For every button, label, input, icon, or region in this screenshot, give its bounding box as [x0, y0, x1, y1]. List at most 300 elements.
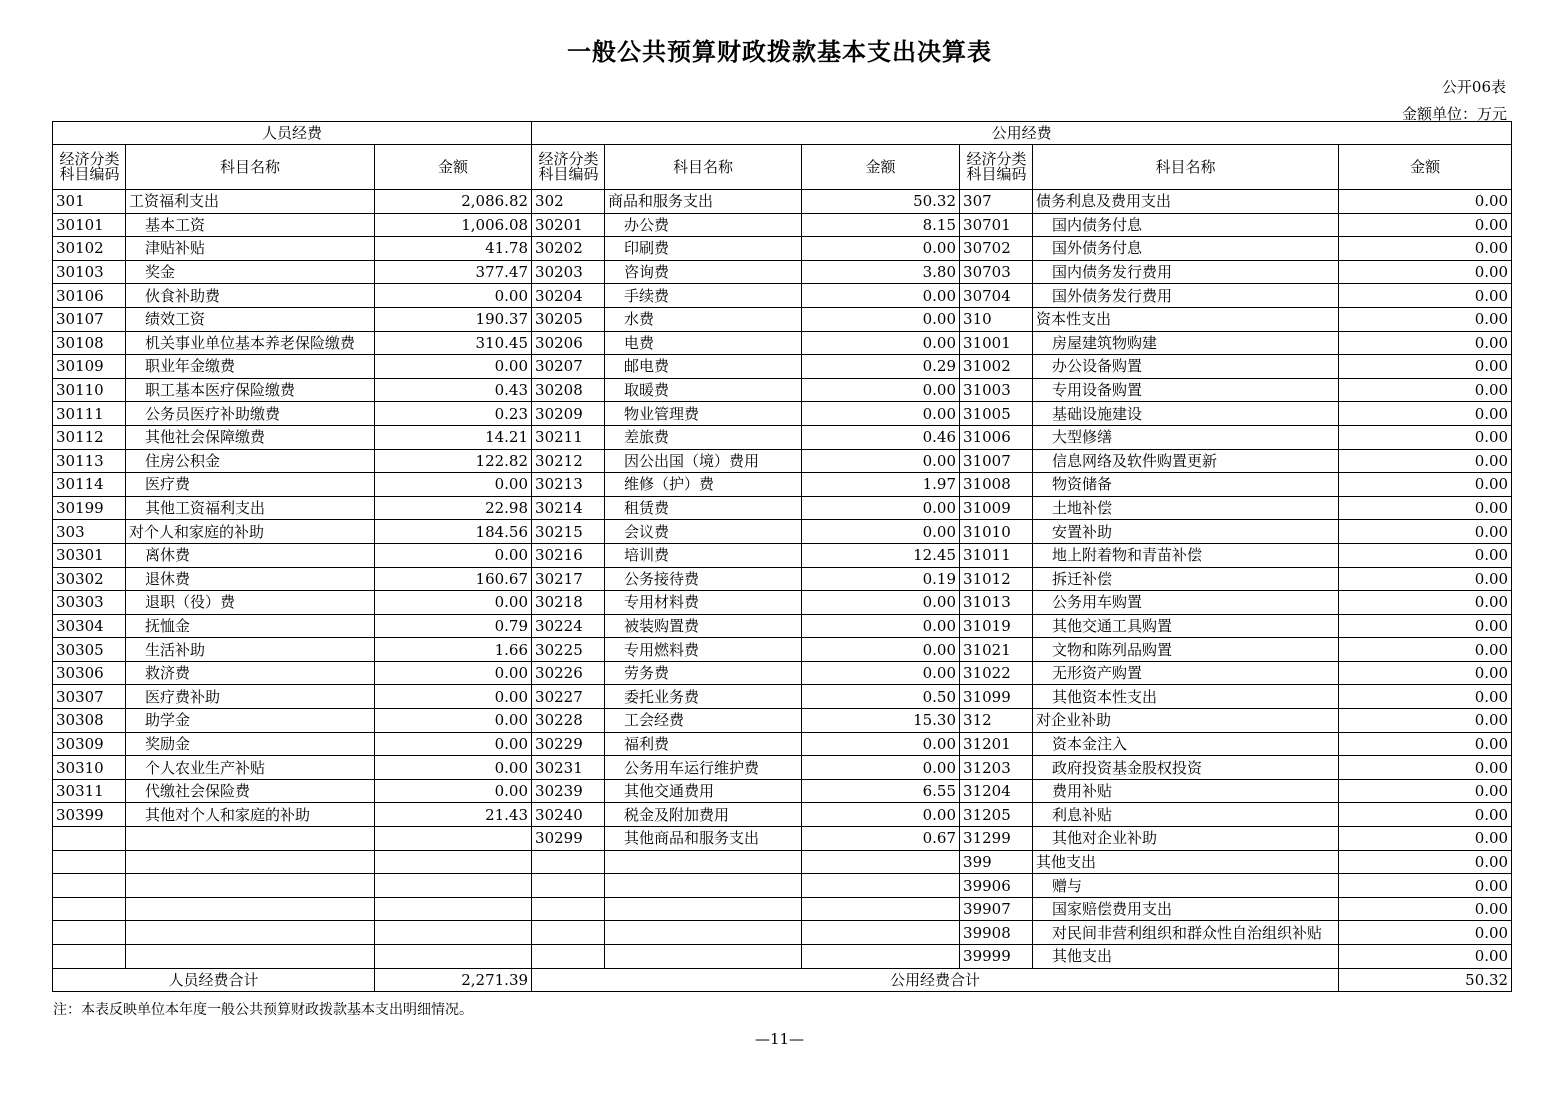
code-cell: 30114 [53, 473, 126, 497]
name-cell: 职业年金缴费 [126, 355, 375, 379]
code-cell: 31002 [960, 355, 1033, 379]
name-cell: 机关事业单位基本养老保险缴费 [126, 331, 375, 355]
table-row [53, 945, 1512, 969]
amount-cell: 1,006.08 [375, 213, 532, 237]
code-cell: 30308 [53, 709, 126, 733]
totals-row [53, 968, 1512, 992]
group-header-row [53, 122, 1512, 145]
code-cell: 30109 [53, 355, 126, 379]
code-cell: 30305 [53, 638, 126, 662]
code-cell: 30215 [532, 520, 605, 544]
code-cell: 30306 [53, 661, 126, 685]
code-header: 经济分类 科目编码 [53, 145, 126, 190]
code-cell: 30113 [53, 449, 126, 473]
name-cell: 其他工资福利支出 [126, 496, 375, 520]
amount-cell [375, 874, 532, 898]
name-cell: 助学金 [126, 709, 375, 733]
name-cell: 其他支出 [1033, 945, 1339, 969]
name-cell: 其他对企业补助 [1033, 827, 1339, 851]
amount-cell: 0.00 [1339, 638, 1512, 662]
amount-cell: 0.00 [802, 496, 960, 520]
amount-unit: 金额单位：万元 [1401, 105, 1507, 123]
code-cell: 30704 [960, 284, 1033, 308]
name-cell: 地上附着物和青苗补偿 [1033, 543, 1339, 567]
public-total-label: 公用经费合计 [532, 968, 1339, 992]
code-cell: 31204 [960, 779, 1033, 803]
name-cell [126, 874, 375, 898]
amount-cell: 0.00 [802, 307, 960, 331]
name-cell: 退职（役）费 [126, 591, 375, 615]
code-cell: 30309 [53, 732, 126, 756]
amount-cell: 0.00 [375, 355, 532, 379]
code-cell [532, 945, 605, 969]
name-cell: 对个人和家庭的补助 [126, 520, 375, 544]
table-row [53, 897, 1512, 921]
code-cell: 30227 [532, 685, 605, 709]
name-header: 科目名称 [1033, 145, 1339, 190]
name-cell: 物业管理费 [605, 402, 802, 426]
name-cell: 专用材料费 [605, 591, 802, 615]
name-cell: 工会经费 [605, 709, 802, 733]
amount-cell [802, 921, 960, 945]
name-cell: 维修（护）费 [605, 473, 802, 497]
code-cell: 31201 [960, 732, 1033, 756]
code-cell: 399 [960, 850, 1033, 874]
amount-cell: 0.00 [1339, 425, 1512, 449]
table-row [53, 260, 1512, 284]
name-cell: 基本工资 [126, 213, 375, 237]
amount-cell: 0.00 [375, 709, 532, 733]
amount-cell: 0.00 [802, 638, 960, 662]
personnel-header: 人员经费 [53, 122, 532, 145]
amount-cell: 0.00 [1339, 402, 1512, 426]
name-cell: 赠与 [1033, 874, 1339, 898]
amount-cell: 0.00 [1339, 543, 1512, 567]
name-cell: 伙食补助费 [126, 284, 375, 308]
code-cell: 31022 [960, 661, 1033, 685]
amount-cell: 0.19 [802, 567, 960, 591]
code-cell: 30204 [532, 284, 605, 308]
code-cell [532, 874, 605, 898]
amount-cell: 15.30 [802, 709, 960, 733]
amount-cell: 0.00 [1339, 520, 1512, 544]
table-row [53, 520, 1512, 544]
amount-cell [375, 921, 532, 945]
name-cell: 文物和陈列品购置 [1033, 638, 1339, 662]
amount-cell: 0.00 [1339, 567, 1512, 591]
name-cell: 国家赔偿费用支出 [1033, 897, 1339, 921]
code-cell: 39999 [960, 945, 1033, 969]
amount-cell [375, 897, 532, 921]
table-row [53, 591, 1512, 615]
code-cell: 30228 [532, 709, 605, 733]
code-cell: 30302 [53, 567, 126, 591]
name-cell: 离休费 [126, 543, 375, 567]
amount-cell [802, 850, 960, 874]
amount-cell [375, 827, 532, 851]
code-cell: 30214 [532, 496, 605, 520]
name-cell: 水费 [605, 307, 802, 331]
table-row [53, 284, 1512, 308]
amount-cell: 8.15 [802, 213, 960, 237]
code-cell [532, 897, 605, 921]
code-cell: 30226 [532, 661, 605, 685]
name-cell [605, 945, 802, 969]
name-cell [126, 897, 375, 921]
name-cell: 资本性支出 [1033, 307, 1339, 331]
name-cell: 物资储备 [1033, 473, 1339, 497]
amount-header: 金额 [375, 145, 532, 190]
table-row [53, 685, 1512, 709]
amount-cell: 0.00 [802, 520, 960, 544]
name-cell: 代缴社会保险费 [126, 779, 375, 803]
amount-cell: 0.00 [1339, 945, 1512, 969]
name-cell: 利息补贴 [1033, 803, 1339, 827]
name-cell [605, 897, 802, 921]
name-cell: 土地补偿 [1033, 496, 1339, 520]
code-cell: 30303 [53, 591, 126, 615]
code-cell: 30231 [532, 756, 605, 780]
name-cell: 会议费 [605, 520, 802, 544]
name-cell: 公务接待费 [605, 567, 802, 591]
table-row [53, 355, 1512, 379]
code-cell: 39908 [960, 921, 1033, 945]
code-cell: 30101 [53, 213, 126, 237]
table-row [53, 496, 1512, 520]
code-cell: 31011 [960, 543, 1033, 567]
personnel-total-amount: 2,271.39 [375, 968, 532, 992]
amount-cell: 0.00 [802, 661, 960, 685]
code-cell [53, 945, 126, 969]
name-cell: 公务用车运行维护费 [605, 756, 802, 780]
amount-cell: 0.00 [1339, 921, 1512, 945]
table-row [53, 567, 1512, 591]
code-cell: 30110 [53, 378, 126, 402]
name-header: 科目名称 [126, 145, 375, 190]
amount-cell: 0.00 [1339, 260, 1512, 284]
amount-cell: 0.00 [802, 378, 960, 402]
amount-cell: 0.00 [375, 473, 532, 497]
amount-cell: 160.67 [375, 567, 532, 591]
table-row [53, 331, 1512, 355]
table-row [53, 237, 1512, 261]
amount-cell: 0.00 [375, 661, 532, 685]
code-cell: 30239 [532, 779, 605, 803]
code-cell: 30225 [532, 638, 605, 662]
amount-cell: 0.00 [802, 756, 960, 780]
name-cell: 差旅费 [605, 425, 802, 449]
name-cell: 信息网络及软件购置更新 [1033, 449, 1339, 473]
amount-cell: 0.00 [1339, 237, 1512, 261]
amount-cell: 21.43 [375, 803, 532, 827]
amount-cell: 0.29 [802, 355, 960, 379]
code-cell: 30211 [532, 425, 605, 449]
table-row [53, 756, 1512, 780]
name-cell: 福利费 [605, 732, 802, 756]
amount-cell: 0.00 [802, 614, 960, 638]
amount-cell: 0.00 [1339, 614, 1512, 638]
code-cell [53, 921, 126, 945]
code-cell: 30209 [532, 402, 605, 426]
code-cell: 310 [960, 307, 1033, 331]
code-cell [532, 921, 605, 945]
name-cell: 国内债务付息 [1033, 213, 1339, 237]
name-cell: 大型修缮 [1033, 425, 1339, 449]
name-cell: 职工基本医疗保险缴费 [126, 378, 375, 402]
amount-cell [802, 874, 960, 898]
code-cell: 30301 [53, 543, 126, 567]
amount-cell: 0.00 [802, 284, 960, 308]
code-cell: 31099 [960, 685, 1033, 709]
amount-cell: 0.00 [1339, 284, 1512, 308]
name-cell: 生活补助 [126, 638, 375, 662]
amount-cell: 377.47 [375, 260, 532, 284]
table-row [53, 638, 1512, 662]
amount-cell: 0.00 [1339, 685, 1512, 709]
name-cell: 安置补助 [1033, 520, 1339, 544]
amount-cell: 0.00 [375, 756, 532, 780]
code-header: 经济分类 科目编码 [960, 145, 1033, 190]
name-cell: 办公设备购置 [1033, 355, 1339, 379]
amount-cell: 0.67 [802, 827, 960, 851]
code-cell: 30299 [532, 827, 605, 851]
name-cell: 专用燃料费 [605, 638, 802, 662]
amount-cell: 3.80 [802, 260, 960, 284]
table-row [53, 402, 1512, 426]
name-cell: 被装购置费 [605, 614, 802, 638]
code-cell: 30206 [532, 331, 605, 355]
code-cell: 30207 [532, 355, 605, 379]
name-cell: 公务用车购置 [1033, 591, 1339, 615]
name-cell: 国内债务发行费用 [1033, 260, 1339, 284]
amount-header: 金额 [802, 145, 960, 190]
code-cell: 30399 [53, 803, 126, 827]
code-cell: 31008 [960, 473, 1033, 497]
name-cell: 绩效工资 [126, 307, 375, 331]
code-cell: 31299 [960, 827, 1033, 851]
name-cell: 咨询费 [605, 260, 802, 284]
code-cell: 30203 [532, 260, 605, 284]
code-cell: 31007 [960, 449, 1033, 473]
amount-cell: 0.00 [1339, 756, 1512, 780]
name-cell: 其他交通费用 [605, 779, 802, 803]
amount-cell: 1.97 [802, 473, 960, 497]
name-cell: 工资福利支出 [126, 190, 375, 214]
name-cell: 债务利息及费用支出 [1033, 190, 1339, 214]
name-cell: 办公费 [605, 213, 802, 237]
amount-cell: 0.00 [375, 543, 532, 567]
name-cell: 委托业务费 [605, 685, 802, 709]
name-cell: 其他交通工具购置 [1033, 614, 1339, 638]
table-row [53, 213, 1512, 237]
table-row [53, 732, 1512, 756]
code-cell: 30202 [532, 237, 605, 261]
public-header: 公用经费 [532, 122, 1512, 145]
code-cell: 30240 [532, 803, 605, 827]
amount-cell: 12.45 [802, 543, 960, 567]
column-header-row [53, 145, 1512, 190]
table-row [53, 803, 1512, 827]
code-cell: 30216 [532, 543, 605, 567]
amount-cell: 0.00 [802, 402, 960, 426]
amount-cell: 0.00 [1339, 473, 1512, 497]
name-cell: 资本金注入 [1033, 732, 1339, 756]
amount-cell: 0.00 [802, 237, 960, 261]
code-cell: 31013 [960, 591, 1033, 615]
name-cell: 奖金 [126, 260, 375, 284]
code-cell: 307 [960, 190, 1033, 214]
name-cell: 其他对个人和家庭的补助 [126, 803, 375, 827]
amount-cell: 0.00 [1339, 591, 1512, 615]
code-cell: 30307 [53, 685, 126, 709]
amount-cell: 0.00 [1339, 496, 1512, 520]
amount-cell [375, 945, 532, 969]
code-cell: 30224 [532, 614, 605, 638]
amount-cell: 22.98 [375, 496, 532, 520]
amount-cell: 184.56 [375, 520, 532, 544]
code-cell: 31009 [960, 496, 1033, 520]
code-cell [53, 850, 126, 874]
code-cell: 312 [960, 709, 1033, 733]
code-cell: 303 [53, 520, 126, 544]
code-cell: 31021 [960, 638, 1033, 662]
code-cell [532, 850, 605, 874]
code-cell: 30213 [532, 473, 605, 497]
name-cell: 费用补贴 [1033, 779, 1339, 803]
code-cell: 31005 [960, 402, 1033, 426]
amount-cell: 0.00 [1339, 378, 1512, 402]
amount-cell: 0.00 [375, 779, 532, 803]
amount-cell: 0.00 [802, 449, 960, 473]
name-cell: 医疗费补助 [126, 685, 375, 709]
name-cell: 专用设备购置 [1033, 378, 1339, 402]
expenditure-table [52, 121, 1512, 992]
name-cell [605, 874, 802, 898]
name-cell: 租赁费 [605, 496, 802, 520]
amount-cell: 0.00 [375, 732, 532, 756]
amount-cell: 0.79 [375, 614, 532, 638]
name-cell: 其他社会保障缴费 [126, 425, 375, 449]
name-cell: 印刷费 [605, 237, 802, 261]
name-cell [126, 850, 375, 874]
code-cell [53, 897, 126, 921]
table-number: 公开06表 [1441, 78, 1506, 96]
code-cell: 30201 [532, 213, 605, 237]
amount-cell: 0.00 [1339, 803, 1512, 827]
table-row [53, 614, 1512, 638]
code-cell: 30218 [532, 591, 605, 615]
table-row [53, 850, 1512, 874]
code-cell: 31012 [960, 567, 1033, 591]
code-cell: 30310 [53, 756, 126, 780]
amount-cell: 0.00 [1339, 190, 1512, 214]
code-cell: 30205 [532, 307, 605, 331]
name-cell: 公务员医疗补助缴费 [126, 402, 375, 426]
table-row [53, 307, 1512, 331]
name-cell [126, 827, 375, 851]
amount-cell: 310.45 [375, 331, 532, 355]
name-cell: 对民间非营利组织和群众性自治组织补贴 [1033, 921, 1339, 945]
code-cell: 31003 [960, 378, 1033, 402]
amount-cell: 41.78 [375, 237, 532, 261]
code-cell: 30112 [53, 425, 126, 449]
name-cell: 住房公积金 [126, 449, 375, 473]
amount-cell: 6.55 [802, 779, 960, 803]
name-cell: 退休费 [126, 567, 375, 591]
code-cell [53, 827, 126, 851]
code-cell: 31019 [960, 614, 1033, 638]
amount-cell: 0.00 [1339, 331, 1512, 355]
code-cell: 30304 [53, 614, 126, 638]
amount-cell: 0.00 [1339, 213, 1512, 237]
name-cell: 房屋建筑物购建 [1033, 331, 1339, 355]
table-row [53, 921, 1512, 945]
amount-cell: 0.00 [1339, 449, 1512, 473]
code-cell: 30107 [53, 307, 126, 331]
amount-cell: 0.00 [1339, 307, 1512, 331]
amount-cell: 0.00 [1339, 874, 1512, 898]
amount-cell: 0.00 [1339, 779, 1512, 803]
table-row [53, 779, 1512, 803]
public-total-amount: 50.32 [1339, 968, 1512, 992]
table-row [53, 874, 1512, 898]
table-row [53, 827, 1512, 851]
code-cell: 30199 [53, 496, 126, 520]
amount-cell: 0.00 [802, 803, 960, 827]
code-cell: 30102 [53, 237, 126, 261]
amount-cell: 0.00 [1339, 709, 1512, 733]
code-cell: 39906 [960, 874, 1033, 898]
personnel-total-label: 人员经费合计 [53, 968, 375, 992]
amount-cell: 0.00 [1339, 850, 1512, 874]
name-cell: 救济费 [126, 661, 375, 685]
code-cell: 31205 [960, 803, 1033, 827]
code-cell: 31001 [960, 331, 1033, 355]
amount-cell: 0.00 [802, 732, 960, 756]
table-row [53, 378, 1512, 402]
code-cell: 31010 [960, 520, 1033, 544]
code-cell: 30311 [53, 779, 126, 803]
code-cell: 31006 [960, 425, 1033, 449]
name-cell: 其他商品和服务支出 [605, 827, 802, 851]
name-cell: 因公出国（境）费用 [605, 449, 802, 473]
name-cell: 无形资产购置 [1033, 661, 1339, 685]
code-cell: 30108 [53, 331, 126, 355]
code-cell: 31203 [960, 756, 1033, 780]
code-cell: 30217 [532, 567, 605, 591]
amount-cell: 0.00 [1339, 661, 1512, 685]
name-cell: 国外债务发行费用 [1033, 284, 1339, 308]
amount-cell [802, 897, 960, 921]
name-cell: 邮电费 [605, 355, 802, 379]
amount-cell: 0.50 [802, 685, 960, 709]
name-cell: 培训费 [605, 543, 802, 567]
code-cell: 30106 [53, 284, 126, 308]
code-cell: 30701 [960, 213, 1033, 237]
name-cell: 奖励金 [126, 732, 375, 756]
name-cell: 基础设施建设 [1033, 402, 1339, 426]
code-cell: 30208 [532, 378, 605, 402]
amount-cell: 0.43 [375, 378, 532, 402]
amount-cell: 50.32 [802, 190, 960, 214]
name-cell [126, 945, 375, 969]
name-header: 科目名称 [605, 145, 802, 190]
code-cell: 39907 [960, 897, 1033, 921]
amount-cell [802, 945, 960, 969]
name-cell: 个人农业生产补贴 [126, 756, 375, 780]
name-cell: 拆迁补偿 [1033, 567, 1339, 591]
amount-cell: 190.37 [375, 307, 532, 331]
